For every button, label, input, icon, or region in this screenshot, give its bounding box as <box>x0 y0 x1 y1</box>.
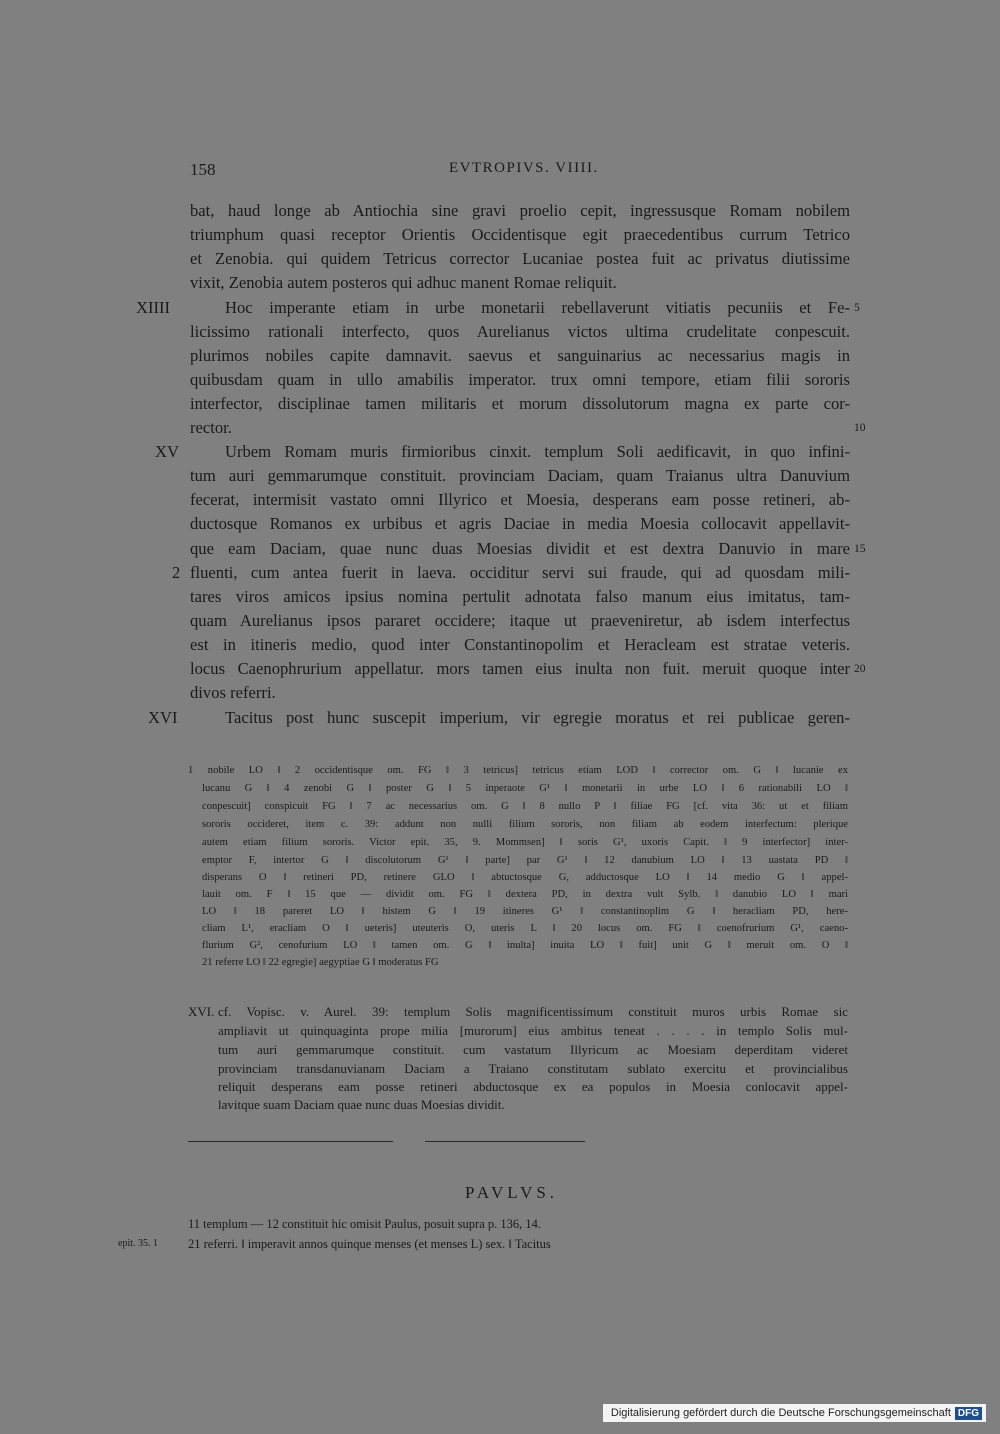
text-line: fecerat, intermisit vastato omni Illyrico et Moesia, desperans eam posse retineri, ab- <box>190 490 850 509</box>
apparatus-line: autem etiam filium sororis. Victor epit. 35, 9. Mommsen] ‖ soris G¹, uxoris Capit. ‖ 9 interfector] inter- <box>202 837 848 848</box>
text-line: plurimos nobiles capite damnavit. saevus et sanguinarius ac necessarius magis in <box>190 346 850 365</box>
apparatus-line: emptor F, intertor G ‖ discolutorum G¹ ‖ parte] par G¹ ‖ 12 danubium LO ‖ 13 uastata PD ‖ <box>202 855 848 866</box>
text-line: Hoc imperante etiam in urbe monetarii rebellaverunt vitiatis pecuniis et Fe- <box>225 298 850 317</box>
chapter-number: XV <box>155 442 179 461</box>
apparatus-line: lauit om. F ‖ 15 que — dividit om. FG ‖ dextera PD, in dextra vult Sylb. ‖ danubio LO ‖ mari <box>202 889 848 900</box>
text-line: vixit, Zenobia autem posteros qui adhuc manent Romae reliquit. <box>190 273 617 292</box>
text-line: locus Caenophrurium appellatur. mors tamen eius inulta non fuit. meruit quoque inter <box>190 659 850 678</box>
text-line: et Zenobia. qui quidem Tetricus corrector Lucaniae postea fuit ac privatus diutissime <box>190 249 850 268</box>
line-number: 10 <box>854 422 866 434</box>
testimonia-line: reliquit desperans eam posse retineri abductosque ex ea populos in Moesia conlocavit appel- <box>218 1079 848 1094</box>
line-number: 5 <box>854 302 860 314</box>
running-title: EVTROPIVS. VIIII. <box>449 160 599 176</box>
apparatus-line: LO ‖ 18 pareret LO ‖ histem G ‖ 19 itineres G¹ ‖ constantinoplim G ‖ heracliam PD, here- <box>202 906 848 917</box>
apparatus-line: lucanu G ‖ 4 zenobi G ‖ poster G ‖ 5 inperaote G¹ ‖ monetarii in urbe LO ‖ 6 rationabili LO ‖ <box>202 783 848 794</box>
funding-credit-text: Digitalisierung gefördert durch die Deutsche Forschungsgemeinschaft <box>610 1407 951 1419</box>
text-line: quibusdam quam in ullo amabilis imperator. trux omni tempore, etiam filii sororis <box>190 370 850 389</box>
text-line: tum auri gemmarumque constituit. provinciam Daciam, quam Traianus ultra Danuvium <box>190 466 850 485</box>
separator-rule <box>425 1141 585 1142</box>
testimonia-line: tum auri gemmarumque constituit. cum vastatum Illyricum ac Moesiam deperditam videret <box>218 1042 848 1057</box>
text-line: est in itineris medio, quod inter Constantinopolim et Heracleam est stratae veteris. <box>190 635 850 654</box>
apparatus-line: 21 referre LO ‖ 22 egregie] aegyptiae G ‖ moderatus FG <box>202 957 439 968</box>
text-line: divos referri. <box>190 683 276 702</box>
text-line: rector. <box>190 418 232 437</box>
line-number: 15 <box>854 543 866 555</box>
paulus-line: 21 referri. ‖ imperavit annos quinque menses (et menses L) sex. ‖ Tacitus <box>188 1237 551 1251</box>
testimonia-line: cf. Vopisc. v. Aurel. 39: templum Solis magnificentissimum constituit muros urbis Romae sic <box>218 1004 848 1019</box>
text-line: licissimo rationali interfecto, quos Aurelianus victos ultima crudelitate conpescuit. <box>190 322 850 341</box>
text-line: quam Aurelianus ipsos pararet occidere; itaque ut praeveniretur, ab isdem interfectus <box>190 611 850 630</box>
paulus-line: 11 templum — 12 constituit hic omisit Paulus, posuit supra p. 136, 14. <box>188 1217 542 1231</box>
margin-note: epit. 35. 1 <box>118 1238 158 1249</box>
line-number: 20 <box>854 663 866 675</box>
text-line: que eam Daciam, quae nunc duas Moesias dividit et est dextra Danuvio in mare <box>190 539 850 558</box>
dfg-logo: DFG <box>955 1407 982 1420</box>
paulus-heading: PAVLVS. <box>465 1183 559 1202</box>
apparatus-line: sororis occideret, item c. 39: addunt non nulli filium sororis, non filiam ab eodem interfectum: plerique <box>202 819 848 830</box>
page-number: 158 <box>190 160 216 179</box>
testimonia-line: provinciam transdanuvianam Daciam a Traiano constitutam sublato exercitu et provincialibus <box>218 1061 848 1076</box>
testimonia-line: ampliavit ut quinquaginta prope milia [murorum] eius ambitus teneat . . . . in templo Solis mul- <box>218 1023 848 1038</box>
testimonia-label: XVI. <box>188 1004 215 1019</box>
apparatus-line: 1 nobile LO ‖ 2 occidentisque om. FG ‖ 3 tetricus] tetricus etiam LOD ‖ corrector om. G ‖ lucanie ex <box>188 765 848 776</box>
chapter-number: XIIII <box>136 298 171 317</box>
testimonia-line: lavitque suam Daciam quae nunc duas Moesias dividit. <box>218 1097 505 1112</box>
apparatus-line: conpescuit] conspicuit FG ‖ 7 ac necessarius om. G ‖ 8 nullo P ‖ filiae FG [cf. vita 36: ut et filiam <box>202 801 848 812</box>
text-line: bat, haud longe ab Antiochia sine gravi proelio cepit, ingressusque Romam nobilem <box>190 201 850 220</box>
text-line: triumphum quasi receptor Orientis Occidentisque egit praecedentibus currum Tetrico <box>190 225 850 244</box>
text-line: ductosque Romanos ex urbibus et agris Daciae in media Moesia collocavit appellavit- <box>190 514 850 533</box>
text-line: tares viros amicos ipsius nomina pertulit adnotata falso manum eius imitatus, tam- <box>190 587 850 606</box>
chapter-number: XVI <box>148 708 178 727</box>
section-number: 2 <box>172 563 181 582</box>
separator-rule <box>188 1141 393 1142</box>
text-line: Tacitus post hunc suscepit imperium, vir egregie moratus et rei publicae geren- <box>225 708 850 727</box>
text-line: Urbem Romam muris firmioribus cinxit. templum Soli aedificavit, in quo infini- <box>225 442 850 461</box>
apparatus-line: cliam L¹, eracliam O ‖ ueteris] uteuteris O, uteris L ‖ 20 locus om. FG ‖ coenofrurium G¹, caeno- <box>202 923 848 934</box>
text-line: fluenti, cum antea fuerit in laeva. occiditur servi sui fraude, qui ad quosdam mili- <box>190 563 850 582</box>
apparatus-line: disperans O ‖ retineri PD, retinere GLO ‖ abtuctosque G, adductosque LO ‖ 14 medio G ‖ appel- <box>202 872 848 883</box>
apparatus-line: flurium G², cenofurium LO ‖ tamen om. G ‖ inulta] inuita LO ‖ fuit] unit G ‖ meruit om. O ‖ <box>202 940 848 951</box>
funding-credit <box>603 1404 986 1422</box>
text-line: interfector, disciplinae tamen militaris et morum dissolutorum magna ex parte cor- <box>190 394 850 413</box>
